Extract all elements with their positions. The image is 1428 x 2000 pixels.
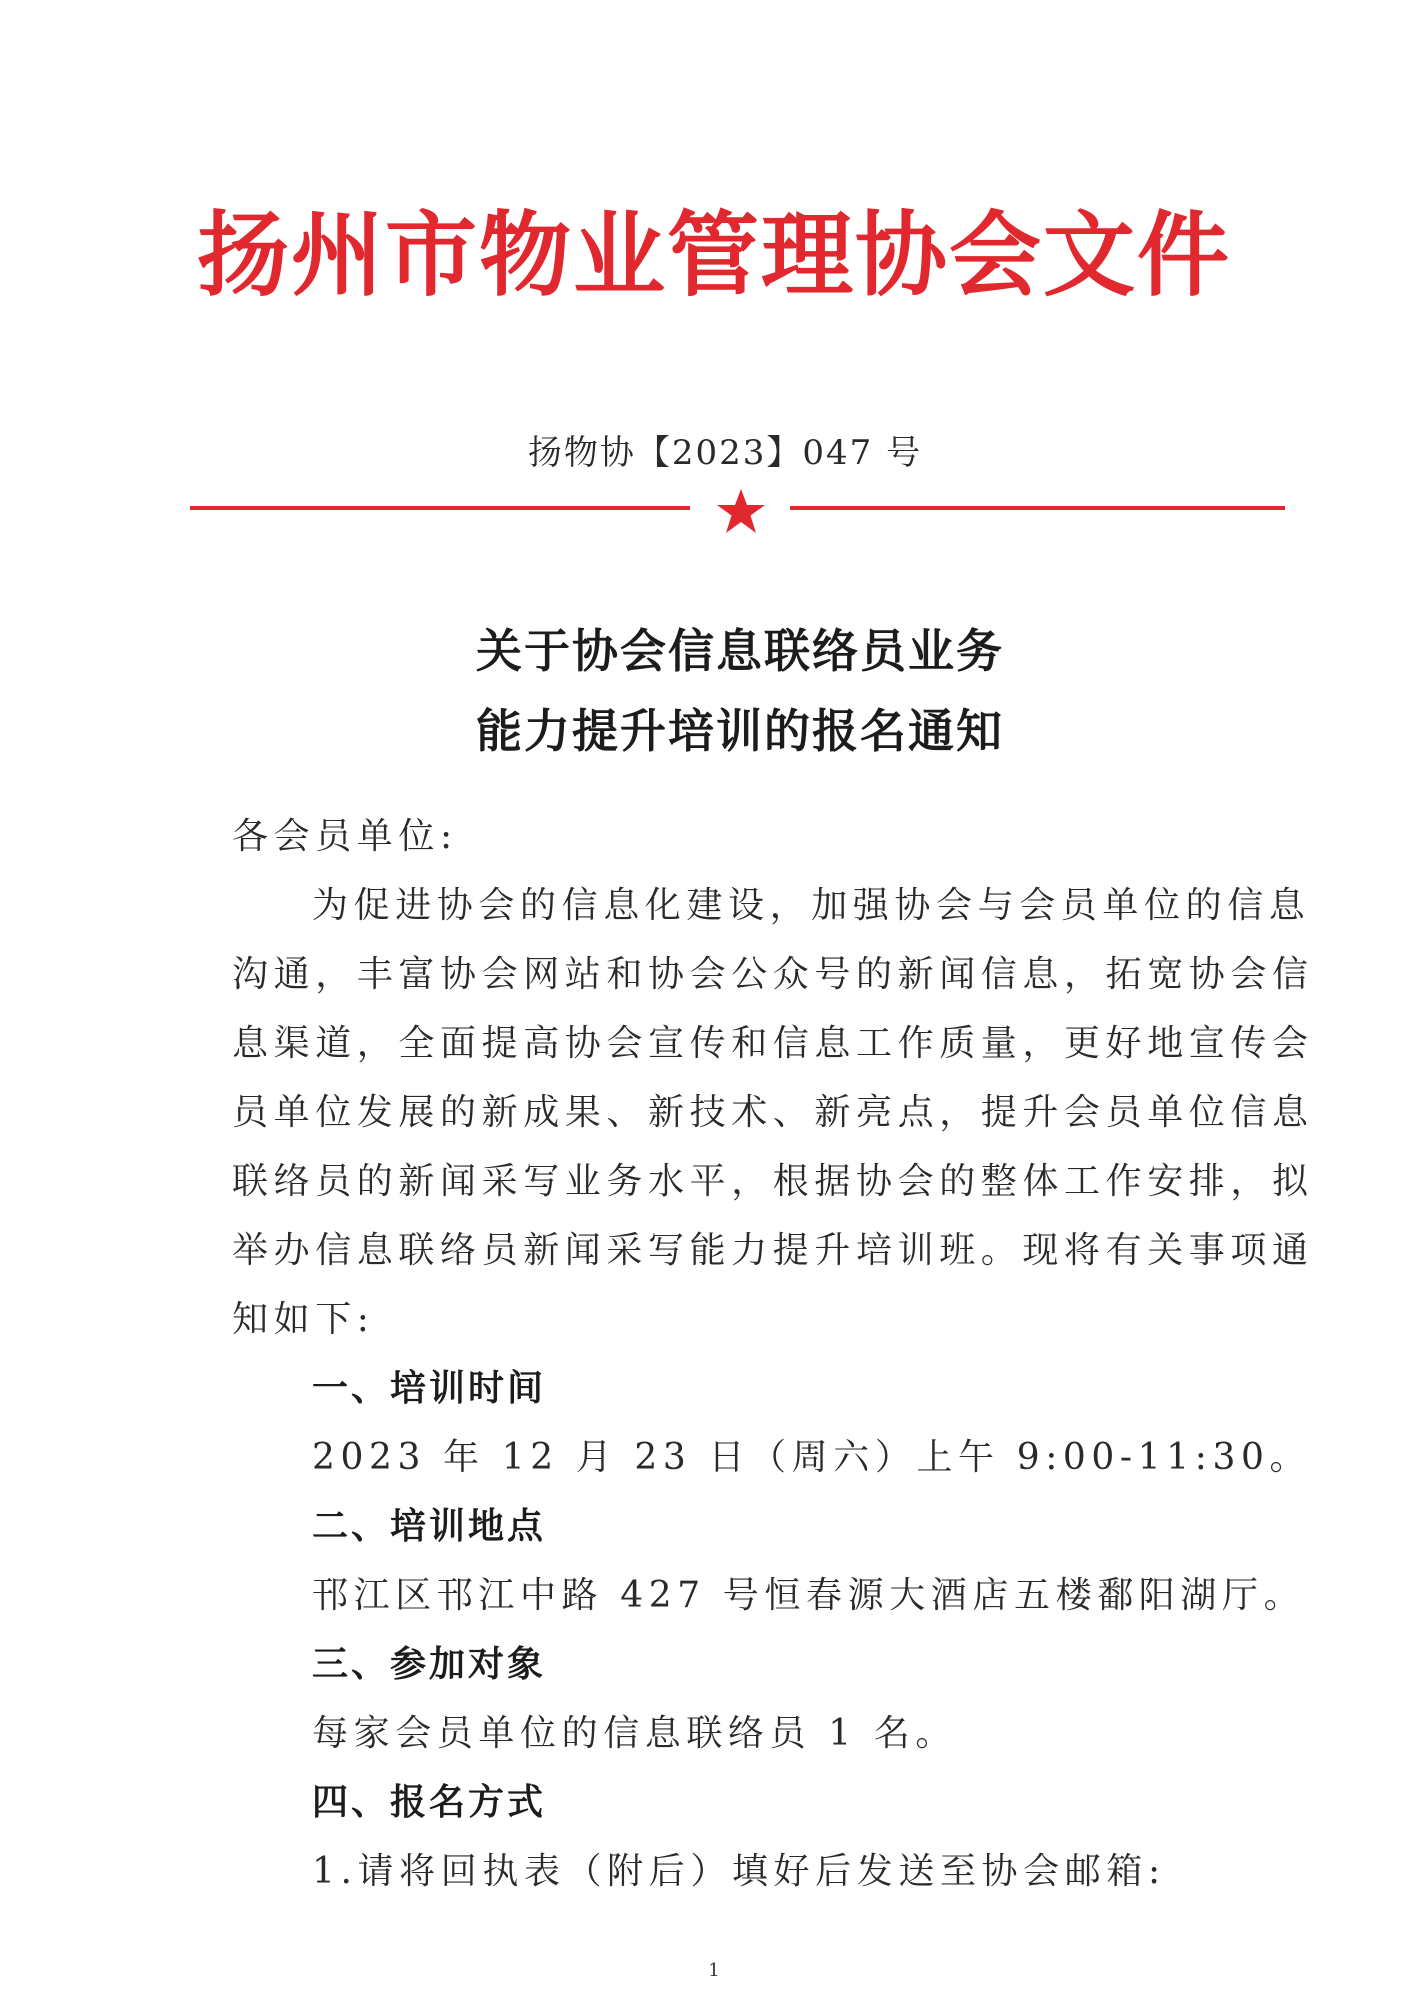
- red-rule-left: [190, 506, 690, 510]
- red-star-icon: [715, 487, 767, 535]
- section-heading-location: 二、培训地点: [312, 1506, 547, 1547]
- star-shape: [717, 489, 765, 533]
- section-content-participants: 每家会员单位的信息联络员 1 名。: [312, 1713, 957, 1754]
- notice-title-line-1: 关于协会信息联络员业务: [476, 624, 1004, 678]
- intro-line: 知如下:: [232, 1299, 375, 1340]
- masthead-title: 扬州市物业管理协会文件: [196, 201, 1231, 309]
- intro-line: 为促进协会的信息化建设，加强协会与会员单位的信息: [312, 885, 1311, 926]
- intro-line: 员单位发展的新成果、新技术、新亮点，提升会员单位信息: [232, 1092, 1314, 1133]
- section-heading-time: 一、培训时间: [312, 1368, 547, 1409]
- intro-line: 联络员的新闻采写业务水平，根据协会的整体工作安排，拟: [232, 1161, 1314, 1202]
- section-content-time: 2023 年 12 月 23 日（周六）上午 9:00-11:30。: [312, 1437, 1312, 1478]
- intro-line: 息渠道，全面提高协会宣传和信息工作质量，更好地宣传会: [232, 1023, 1314, 1064]
- page-number: 1: [708, 1960, 720, 1981]
- section-content-location: 邗江区邗江中路 427 号恒春源大酒店五楼鄱阳湖厅。: [312, 1575, 1306, 1616]
- salutation: 各会员单位:: [232, 816, 458, 857]
- document-number: 扬物协【2023】047 号: [527, 433, 923, 473]
- red-rule-right: [790, 506, 1285, 510]
- section-content-registration: 1.请将回执表（附后）填好后发送至协会邮箱:: [312, 1851, 1166, 1892]
- notice-title-line-2: 能力提升培训的报名通知: [476, 704, 1004, 758]
- intro-line: 举办信息联络员新闻采写能力提升培训班。现将有关事项通: [232, 1230, 1314, 1271]
- intro-line: 沟通，丰富协会网站和协会公众号的新闻信息，拓宽协会信: [232, 954, 1314, 995]
- section-heading-participants: 三、参加对象: [312, 1644, 547, 1685]
- section-heading-registration: 四、报名方式: [312, 1782, 547, 1823]
